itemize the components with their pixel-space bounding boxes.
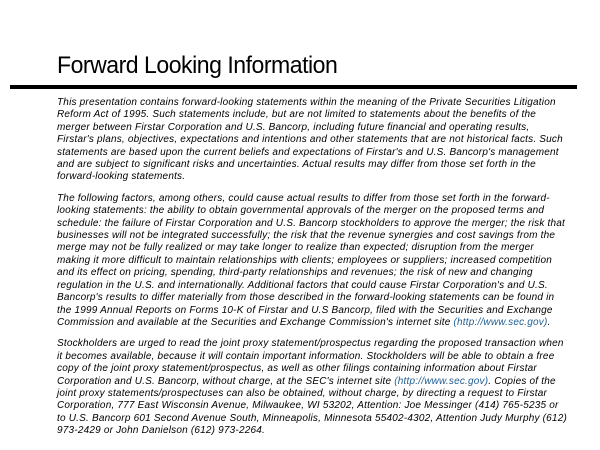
paragraph-stockholders (57, 338, 567, 437)
disclaimer-body (57, 97, 567, 447)
title-divider (10, 85, 577, 89)
paragraph-text: Stockholders are urged to read the joint proxy statement/prospectus regarding the proposed transaction when it becomes available, because it will contain important information. Stockholders will be able to obtain a free copy of the joint proxy statement/prospectus, as well as other filings containing information about Firstar Corporation and U.S. Bancorp, without charge, at the SEC's internet site (57, 338, 564, 387)
paragraph-forward-looking: This presentation contains forward-looking statements within the meaning of the Private Securities Litigation Reform Act of 1995. Such statements include, but are not limited to statements about the benefits of the merger between Firstar Corporation and U.S. Bancorp, including future financial and operating results, Firstar's plans, objectives, expectations and intentions and other statements that are not historical facts. Such statements are based upon the current beliefs and expectations of Firstar's and U.S. Bancorp's management and are subject to significant risks and uncertainties. Actual results may differ from those set forth in the forward-looking statements. (57, 97, 563, 183)
paragraph-risk-factors (57, 193, 567, 329)
paragraph-text-end: . Copies of the joint proxy statements/prospectuses can also be obtained, without charge, by directing a request to Firstar Corporation, 777 East Wisconsin Avenue, Milwaukee, WI 53202, Attention: Joe Messinger (414) 765-5235 or to U.S. Bancorp 601 Second Avenue South, Minneapolis, Minnesota 55402-4302, Attention Judy Murphy (612) 973-2429 or John Danielson (612) 973-2264. (57, 375, 567, 437)
page-title: Forward Looking Information (57, 52, 338, 79)
paragraph-text-end: . (547, 316, 551, 328)
sec-link[interactable]: (http://www.sec.gov) (394, 375, 489, 387)
paragraph-text: The following factors, among others, could cause actual results to differ from those set forth in the forward-looking statements: the ability to obtain governmental approvals of the merger on the proposed terms and schedule: the failure of Firstar Corporation and U.S. Bancorp stockholders to approve the merger; the risk that businesses will not be integrated successfully; the risk that the revenue synergies and cost savings from the merge may not be fully realized or may take longer to realize than expected; disruption from the merger making it more difficult to maintain relationships with clients; employees or suppliers; increased competition and its effect on pricing, spending, third-party relationships and revenues; the risk of new and changing regulation in the U.S. and internationally. Additional factors that could cause Firstar Corporation's and U.S. Bancorp's results to differ materially from those described in the forward-looking statements can be found in the 1999 Annual Reports on Forms 10-K of Firstar and U.S Bancorp, filed with the Securities and Exchange Commission and available at the Securities and Exchange Commission's internet site (57, 192, 566, 328)
sec-link[interactable]: (http://www.sec.gov) (453, 316, 548, 328)
